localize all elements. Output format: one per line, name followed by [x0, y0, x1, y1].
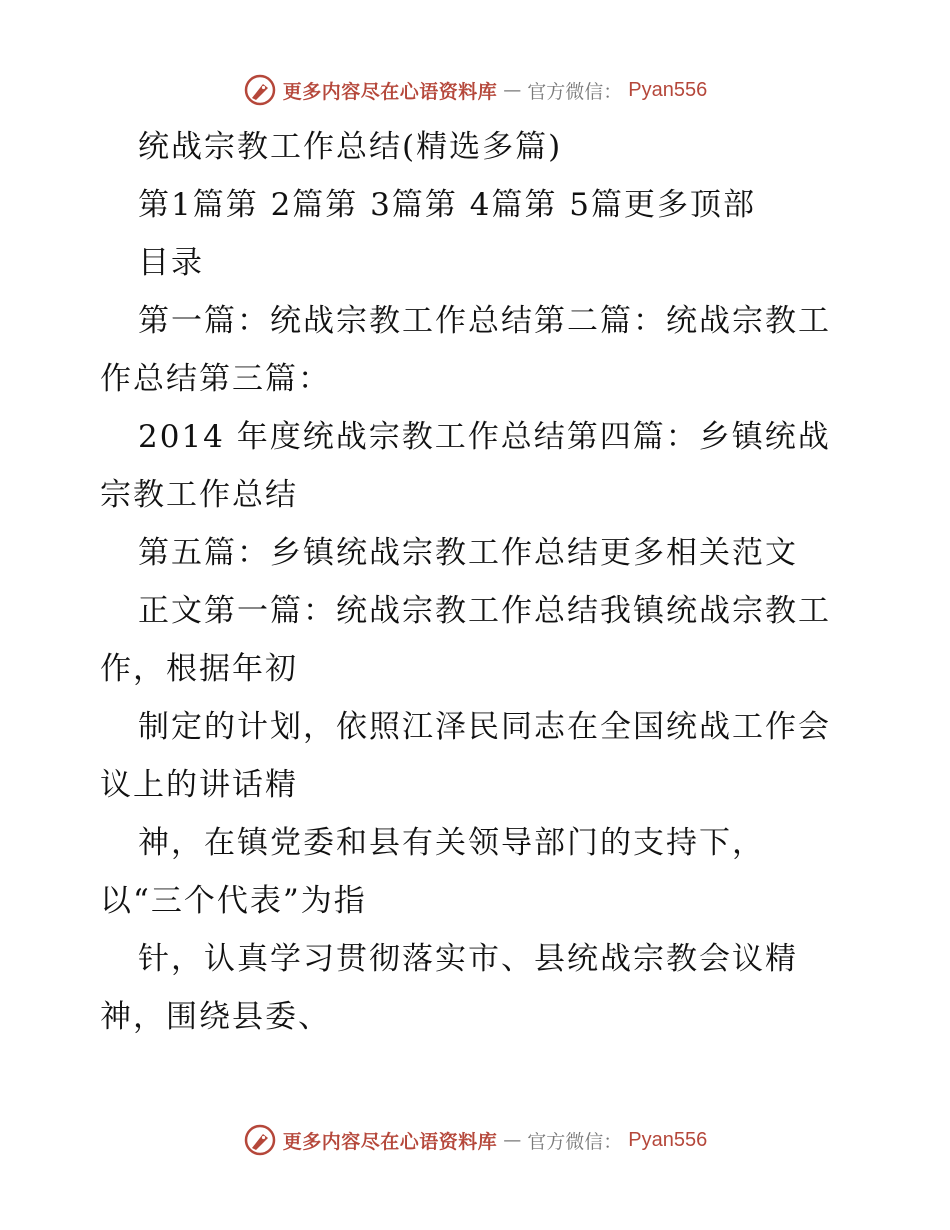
banner-wechat-id: Pyan556 — [628, 1128, 708, 1151]
text-line: 正文第一篇：统战宗教工作总结我镇统战宗教工 — [138, 593, 831, 629]
text-line: 2014 年度统战宗教工作总结第四篇：乡镇统战 — [138, 419, 831, 455]
text-line: 议上的讲话精 — [100, 767, 298, 803]
pen-nib-logo-icon — [243, 73, 277, 107]
text-line: 制定的计划，依照江泽民同志在全国统战工作会 — [138, 709, 831, 745]
banner-text: 更多内容尽在心语资料库 — [282, 80, 498, 103]
text-line: 第一篇：统战宗教工作总结第二篇：统战宗教工 — [138, 303, 831, 339]
text-line: 神，围绕县委、 — [100, 999, 331, 1035]
footer-banner — [0, 1120, 950, 1160]
text-line: 神，在镇党委和县有关领导部门的支持下， — [138, 825, 765, 861]
banner-separator: — — [503, 79, 522, 101]
banner-wechat-label: 官方微信： — [527, 80, 623, 103]
toc-heading: 目录 — [138, 245, 204, 281]
text-line: 宗教工作总结 — [100, 477, 298, 513]
banner-separator: — — [503, 1129, 522, 1151]
header-banner — [0, 70, 950, 110]
banner-wechat-label: 官方微信： — [527, 1130, 623, 1153]
pen-nib-logo-icon — [243, 1123, 277, 1157]
text-line: 以“三个代表”为指 — [100, 883, 367, 919]
banner-wechat-id: Pyan556 — [628, 78, 708, 101]
text-line: 第五篇：乡镇统战宗教工作总结更多相关范文 — [138, 535, 798, 571]
text-line: 针，认真学习贯彻落实市、县统战宗教会议精 — [138, 941, 798, 977]
document-title: 统战宗教工作总结(精选多篇) — [138, 129, 563, 165]
chapter-nav-line: 第1篇第 2篇第 3篇第 4篇第 5篇更多顶部 — [138, 187, 757, 223]
text-line: 作，根据年初 — [100, 651, 298, 687]
document-body — [100, 118, 860, 1046]
banner-text: 更多内容尽在心语资料库 — [282, 1130, 498, 1153]
text-line: 作总结第三篇： — [100, 361, 331, 397]
